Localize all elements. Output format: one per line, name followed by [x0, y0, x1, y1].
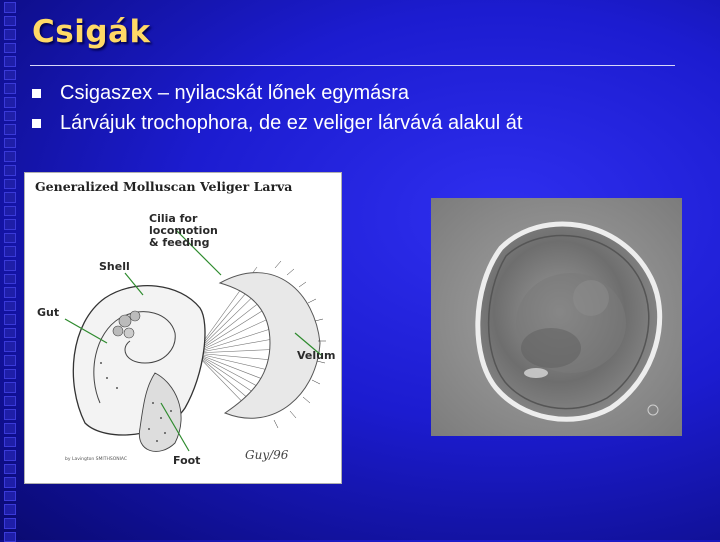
label-cilia-line3: & feeding — [149, 236, 210, 249]
bullet-item — [30, 80, 522, 110]
bullet-text: Csigaszex – nyilacskát lőnek egymásra — [60, 82, 410, 104]
veliger-larva-diagram — [24, 172, 342, 484]
label-shell: Shell — [99, 260, 130, 273]
label-cilia-line2: locomotion — [149, 224, 218, 237]
square-bullet-icon — [32, 89, 41, 98]
square-bullet-icon — [32, 119, 41, 128]
veliger-micrograph — [431, 198, 682, 436]
label-gut: Gut — [37, 306, 60, 319]
bullet-list — [30, 80, 522, 140]
signature: Guy/96 — [245, 448, 289, 462]
title-underline — [30, 65, 675, 66]
image-credit: by Lavington SMITHSONIAC — [65, 457, 128, 462]
larva-drawing — [73, 261, 326, 451]
bullet-item — [30, 110, 522, 140]
decorative-squares-strip — [4, 0, 16, 542]
label-cilia-line1: Cilia for — [149, 212, 198, 225]
slide-title: Csigák — [32, 14, 151, 50]
bullet-text: Lárvájuk trochophora, de ez veliger lárvává alakul át — [60, 112, 523, 134]
diagram-heading: Generalized Molluscan Veliger Larva — [35, 179, 293, 194]
label-velum: Velum — [297, 349, 336, 362]
label-foot: Foot — [173, 454, 201, 467]
